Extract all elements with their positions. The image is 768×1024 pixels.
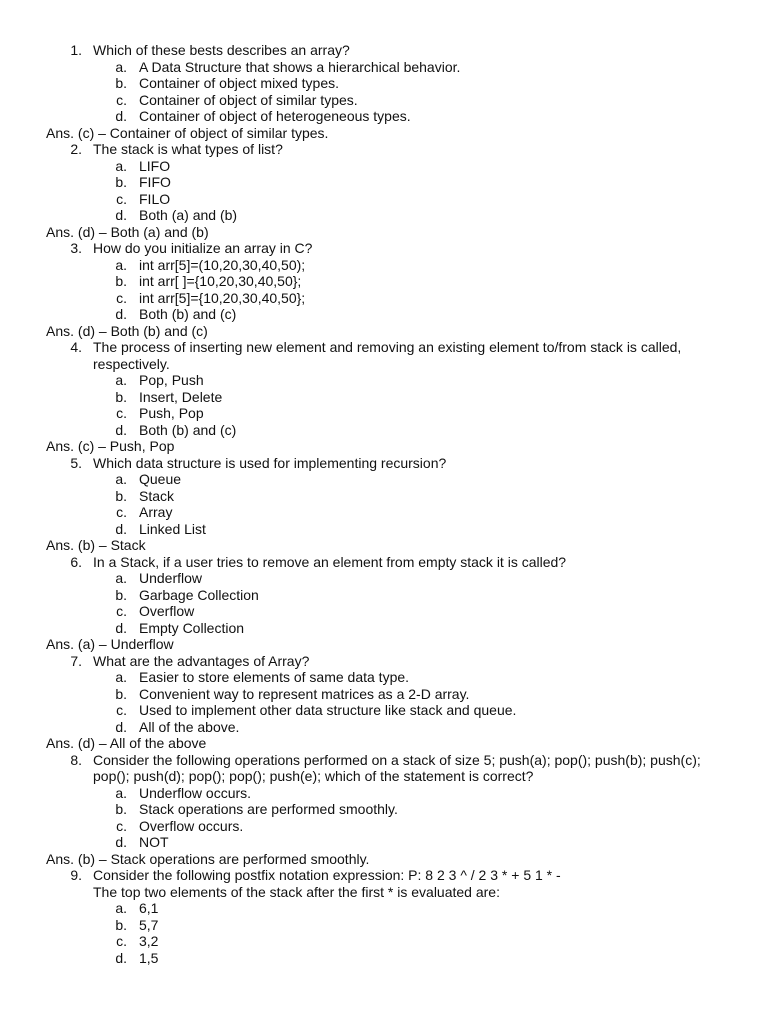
question-text: In a Stack, if a user tries to remove an element from empty stack it is called? [93,553,567,570]
answer-option [0,950,768,967]
option-text: 6,1 [139,900,159,916]
question-text: Which of these bests describes an array? [93,42,350,58]
option-letter: b. [115,801,127,817]
question-text: Which data structure is used for implementing recursion? [93,454,447,471]
option-letter: a. [115,471,127,487]
option-text: NOT [139,834,169,850]
question-continuation [0,356,768,373]
question-text: How do you initialize an array in C? [93,240,313,256]
option-letter: c. [116,190,127,207]
option-text: int arr[ ]={10,20,30,40,50}; [139,273,302,289]
option-text: Easier to store elements of same data type. [139,669,410,685]
question [0,752,768,769]
question-number: 4. [70,339,82,355]
answer-key [0,224,768,241]
option-letter: b. [115,487,127,504]
answer-option [0,570,768,587]
option-letter: d. [115,207,127,223]
question [0,339,768,356]
option-letter: d. [115,619,127,636]
answer-option [0,933,768,950]
answer-option [0,620,768,637]
question-number: 9. [70,867,82,883]
answer-option [0,207,768,224]
option-text: Container of object mixed types. [139,75,339,91]
answer-key [0,125,768,142]
option-letter: b. [115,75,127,91]
answer-option [0,75,768,92]
option-text: FILO [139,190,171,207]
question-continuation [0,768,768,785]
question-text: What are the advantages of Array? [93,652,310,669]
question-text: The process of inserting new element and removing an existing element to/from stack is called, [93,339,682,355]
option-text: A Data Structure that shows a hierarchical behavior. [139,58,461,75]
answer-option [0,389,768,406]
question-number: 3. [70,240,82,256]
answer-option [0,719,768,736]
question-text: Consider the following operations performed on a stack of size 5; push(a); pop(); push(b); push(c); [93,751,701,768]
question-number: 5. [70,454,82,471]
question-number: 6. [70,553,82,570]
option-letter: b. [115,916,127,933]
option-text: Overflow [139,603,195,619]
answer-option [0,405,768,422]
answer-text: Ans. (d) – Both (b) and (c) [46,322,208,339]
option-letter: d. [115,520,127,537]
answer-option [0,191,768,208]
answer-option [0,471,768,488]
question [0,653,768,670]
option-text: LIFO [139,157,171,174]
option-letter: c. [116,603,127,619]
answer-option [0,306,768,323]
question-text: The stack is what types of list? [93,141,283,157]
option-text: Stack operations are performed smoothly. [139,801,398,817]
answer-option [0,273,768,290]
option-letter: c. [116,933,127,949]
option-text: Underflow [139,570,203,586]
option-letter: a. [115,570,127,586]
question-number: 1. [70,42,82,58]
question-number: 7. [70,652,82,669]
question [0,42,768,59]
option-letter: b. [115,273,127,289]
option-letter: b. [115,586,127,603]
option-letter: d. [115,421,127,438]
question-continuation [0,884,768,901]
answer-text: Ans. (b) – Stack [46,537,146,553]
option-letter: d. [115,949,127,966]
option-letter: a. [115,784,127,801]
answer-option [0,92,768,109]
answer-option [0,290,768,307]
option-text: Container of object of similar types. [139,91,358,108]
question [0,867,768,884]
option-letter: d. [115,306,127,322]
option-letter: c. [116,289,127,306]
answer-text: Ans. (c) – Push, Pop [46,438,175,454]
answer-key [0,636,768,653]
option-text: Empty Collection [139,619,245,636]
option-letter: b. [115,388,127,405]
question-number: 2. [70,141,82,157]
option-letter: c. [116,817,127,834]
option-letter: d. [115,108,127,124]
answer-option [0,521,768,538]
answer-option [0,158,768,175]
option-text: Container of object of heterogeneous types. [139,108,411,124]
option-text: 5,7 [139,916,159,933]
option-text: All of the above. [139,718,240,735]
option-letter: a. [115,58,127,75]
option-text: 1,5 [139,949,159,966]
option-text: Array [139,504,173,520]
quiz-content [0,42,768,966]
option-letter: a. [115,669,127,685]
option-letter: a. [115,256,127,273]
option-letter: a. [115,157,127,174]
answer-option [0,603,768,620]
question [0,554,768,571]
answer-key [0,323,768,340]
answer-option [0,900,768,917]
answer-option [0,257,768,274]
option-letter: b. [115,685,127,702]
option-text: FIFO [139,174,171,190]
answer-option [0,59,768,76]
answer-option [0,917,768,934]
answer-option [0,174,768,191]
answer-text: Ans. (d) – All of the above [46,735,207,751]
option-text: Both (b) and (c) [139,421,237,438]
option-letter: c. [116,504,127,520]
question [0,455,768,472]
answer-text: Ans. (a) – Underflow [46,636,174,652]
answer-option [0,834,768,851]
answer-option [0,669,768,686]
option-text: Pop, Push [139,372,204,388]
option-text: Both (b) and (c) [139,306,237,322]
answer-option [0,702,768,719]
option-text: Underflow occurs. [139,784,252,801]
option-text: Insert, Delete [139,388,223,405]
question-text: pop(); push(d); pop(); pop(); push(e); which of the statement is correct? [93,768,534,784]
option-text: int arr[5]={10,20,30,40,50}; [139,289,306,306]
answer-option [0,372,768,389]
option-letter: c. [116,91,127,108]
answer-key [0,851,768,868]
option-letter: a. [115,900,127,916]
option-text: Stack [139,487,175,504]
option-letter: c. [116,405,127,421]
option-letter: d. [115,718,127,735]
answer-option [0,488,768,505]
answer-option [0,504,768,521]
answer-option [0,422,768,439]
answer-text: Ans. (b) – Stack operations are performed smoothly. [46,850,370,867]
option-text: Push, Pop [139,405,204,421]
answer-option [0,108,768,125]
answer-option [0,801,768,818]
answer-option [0,587,768,604]
option-text: 3,2 [139,933,159,949]
answer-option [0,686,768,703]
option-text: Garbage Collection [139,586,259,603]
answer-option [0,785,768,802]
answer-text: Ans. (c) – Container of object of similar types. [46,124,329,141]
question-text: respectively. [93,355,170,372]
answer-key [0,537,768,554]
option-text: Overflow occurs. [139,817,244,834]
question-text: The top two elements of the stack after the first * is evaluated are: [93,883,500,900]
answer-key [0,438,768,455]
question [0,141,768,158]
answer-text: Ans. (d) – Both (a) and (b) [46,223,209,240]
option-letter: d. [115,834,127,850]
question-number: 8. [70,751,82,768]
question-text: Consider the following postfix notation expression: P: 8 2 3 ^ / 2 3 * + 5 1 * - [93,867,561,883]
option-text: Linked List [139,520,206,537]
option-letter: a. [115,372,127,388]
answer-option [0,818,768,835]
question [0,240,768,257]
option-text: int arr[5]=(10,20,30,40,50); [139,256,306,273]
option-text: Both (a) and (b) [139,207,238,223]
option-text: Used to implement other data structure like stack and queue. [139,702,517,718]
option-letter: b. [115,174,127,190]
option-letter: c. [116,702,127,718]
answer-key [0,735,768,752]
option-text: Queue [139,471,182,487]
option-text: Convenient way to represent matrices as a 2-D array. [139,685,470,702]
